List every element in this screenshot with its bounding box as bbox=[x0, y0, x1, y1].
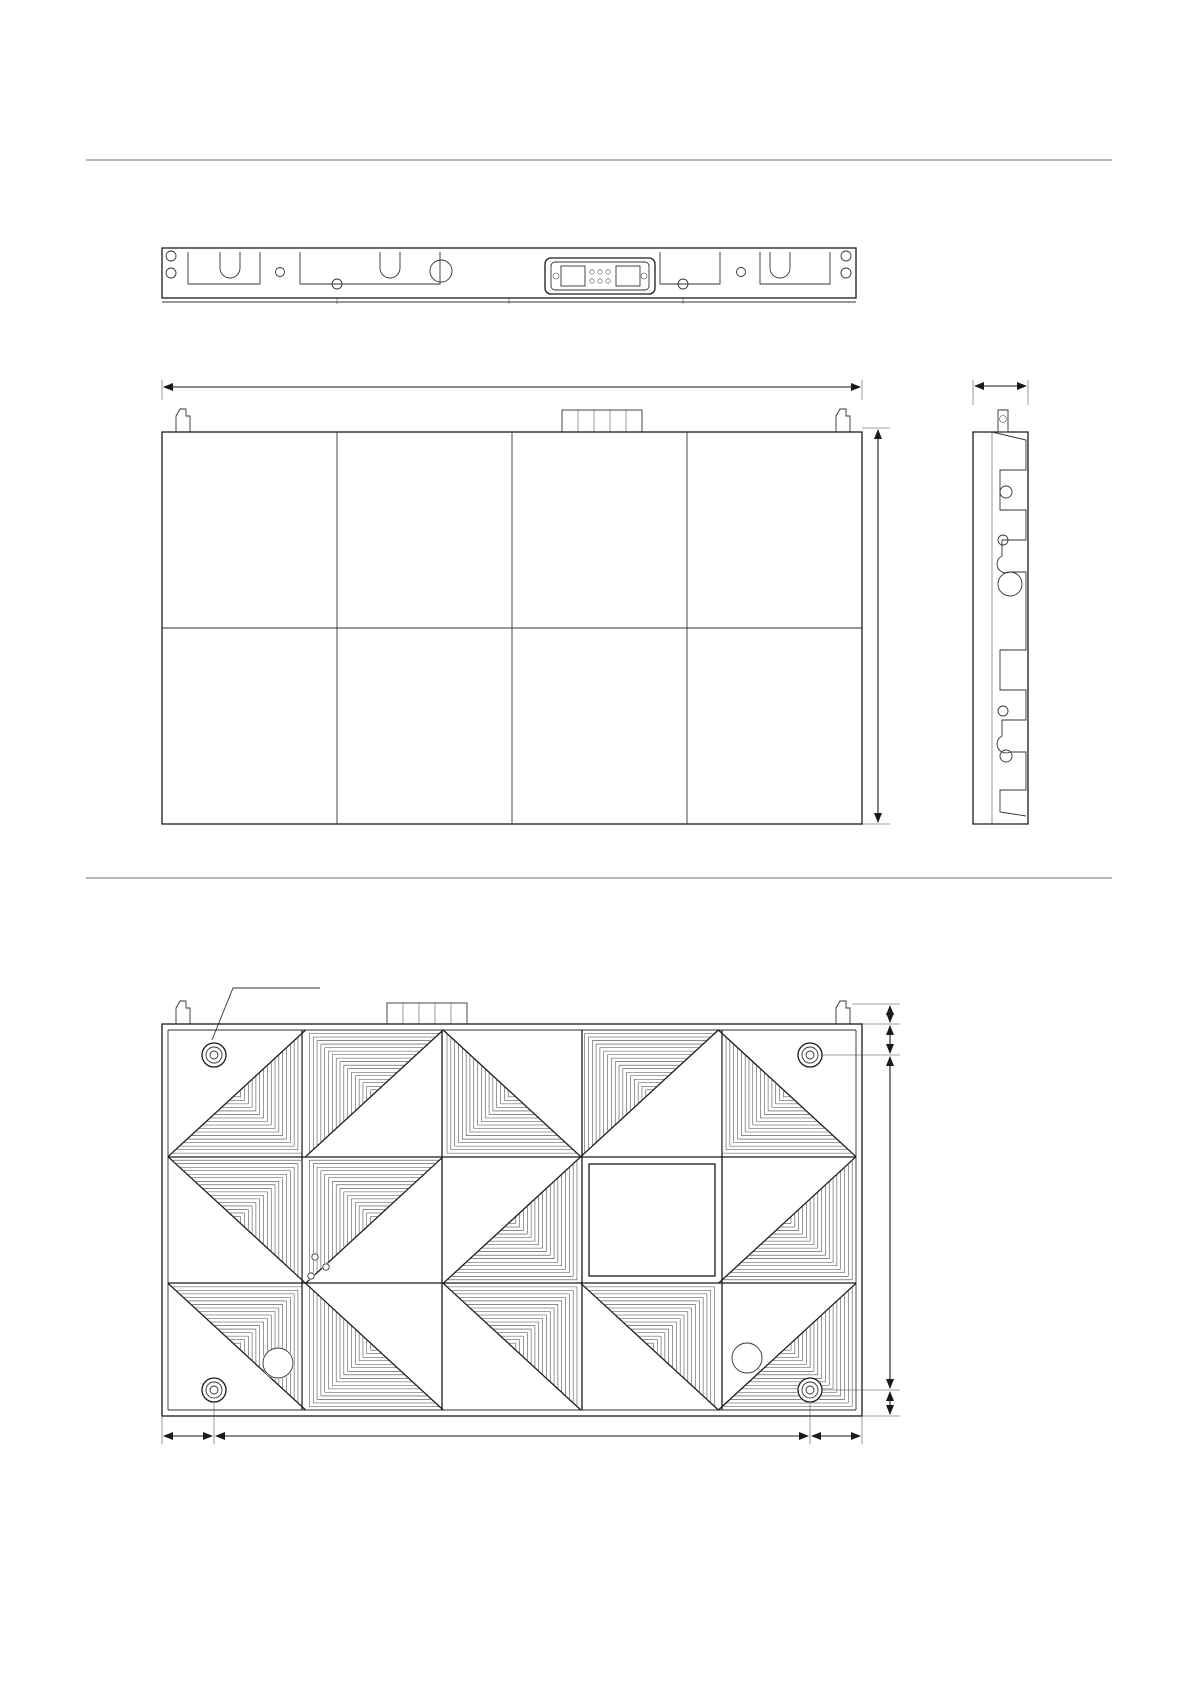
signal-connector-block bbox=[545, 258, 655, 294]
round-port-left bbox=[262, 1347, 294, 1379]
mounting-hole-bottom-right bbox=[797, 1377, 823, 1403]
side-view bbox=[973, 380, 1028, 824]
mounting-hole-top-right bbox=[797, 1042, 823, 1068]
rear-horizontal-dimensions bbox=[162, 1403, 862, 1444]
rear-vertical-dimensions bbox=[822, 1004, 900, 1416]
front-view bbox=[162, 380, 890, 824]
mounting-hole-top-left bbox=[201, 1042, 227, 1068]
status-leds bbox=[307, 1253, 330, 1280]
rear-view bbox=[162, 988, 900, 1444]
top-view bbox=[162, 248, 856, 304]
mounting-hole-bottom-left bbox=[201, 1377, 227, 1403]
round-port-right bbox=[731, 1342, 763, 1374]
